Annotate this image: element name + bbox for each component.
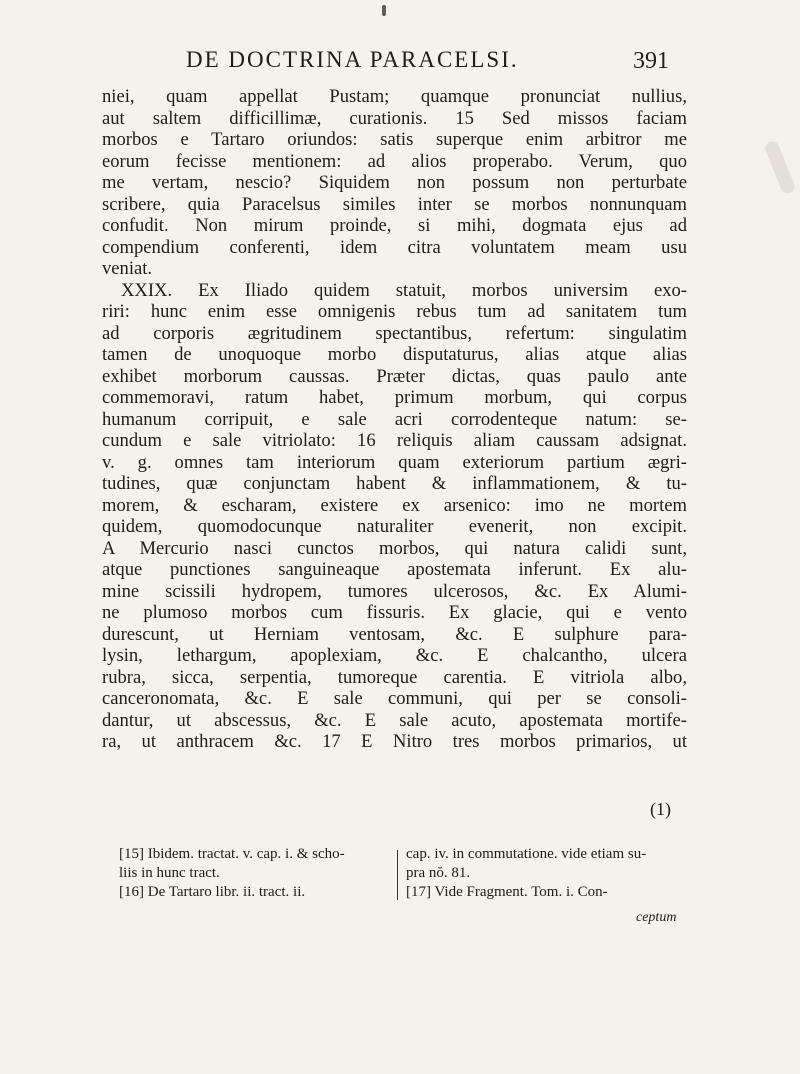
footnotes-left-column — [119, 845, 389, 902]
text-line: ra, ut anthracem &c. 17 E Nitro tres morbos primarios, ut — [102, 731, 687, 752]
text-line: lysin, lethargum, apoplexiam, &c. E chalcantho, ulcera — [102, 645, 687, 666]
footnote-line: cap. iv. in commutatione. vide etiam su- — [406, 846, 647, 862]
text-line: commemoravi, ratum habet, primum morbum, qui corpus — [102, 387, 687, 408]
text-line: morem, & escharam, existere ex arsenico: imo ne mortem — [102, 494, 687, 516]
text-line: ne plumoso morbos cum fissuris. Ex glacie, qui e vento — [102, 602, 687, 623]
text-line: dantur, ut abscessus, &c. E sale acuto, apostemata mortife- — [102, 709, 687, 731]
text-line: eorum fecisse mentionem: ad alios properabo. Verum, quo — [102, 150, 687, 172]
text-line: compendium conferenti, idem citra voluntatem meam usu — [102, 236, 687, 258]
section-start-line: XXIX. Ex Iliado quidem statuit, morbos universim exo- — [121, 279, 687, 301]
footnote-catchword: ceptum — [636, 910, 677, 925]
text-line: niei, quam appellat Pustam; quamque pronunciat nullius, — [102, 86, 687, 107]
text-line: aut saltem difficillimæ, curationis. 15 Sed missos faciam — [102, 107, 687, 129]
text-line: ad corporis ægritudinem spectantibus, refertum: singulatim — [102, 322, 687, 344]
text-line: A Mercurio nasci cunctos morbos, qui natura calidi sunt, — [102, 537, 687, 559]
text-line: exhibet morborum caussas. Præter dictas, quas paulo ante — [102, 365, 687, 387]
text-line: confudit. Non mirum proinde, si mihi, dogmata ejus ad — [102, 215, 687, 236]
paper-stain — [763, 139, 797, 195]
text-line: humanum corripuit, e sale acri corrodenteque natum: se- — [102, 408, 687, 430]
footnote-column-divider — [397, 850, 398, 900]
catchword: (1) — [650, 799, 671, 819]
text-line: rubra, sicca, serpentia, tumoreque carentia. E vitriola albo, — [102, 666, 687, 688]
text-line: atque punctiones sanguineaque apostemata inferunt. Ex alu- — [102, 559, 687, 580]
text-line: cundum e sale vitriolato: 16 reliquis aliam caussam adsignat. — [102, 430, 687, 451]
text-line: v. g. omnes tam interiorum quam exteriorum partium ægri- — [102, 451, 687, 473]
footnote-line: [15] Ibidem. tractat. v. cap. i. & scho- — [119, 846, 345, 862]
text-line: me vertam, nescio? Siquidem non possum non perturbate — [102, 172, 687, 193]
ink-speck — [382, 5, 386, 16]
footnote-line: liis in hunc tract. — [119, 865, 220, 881]
text-line: mine scissili hydropem, tumores ulcerosos, &c. Ex Alumi- — [102, 580, 687, 602]
footnote-line: pra nŏ. 81. — [406, 865, 471, 881]
running-head: DE DOCTRINA PARACELSI. — [186, 47, 519, 72]
main-text — [102, 86, 687, 753]
page-number: 391 — [633, 48, 669, 74]
text-line: veniat. — [102, 258, 153, 279]
text-line: durescunt, ut Herniam ventosam, &c. E sulphure para- — [102, 623, 687, 645]
footnote-line: [17] Vide Fragment. Tom. i. Con- — [406, 884, 608, 900]
footnote-line: [16] De Tartaro libr. ii. tract. ii. — [119, 884, 306, 900]
text-line: tudines, quæ conjunctam habent & inflammationem, & tu- — [102, 473, 687, 494]
text-line: tamen de unoquoque morbo disputaturus, alias atque alias — [102, 344, 687, 365]
text-line: canceronomata, &c. E sale communi, qui per se consoli- — [102, 688, 687, 709]
text-line: quidem, quomodocunque naturaliter evenerit, non excipit. — [102, 516, 687, 537]
text-line: riri: hunc enim esse omnigenis rebus tum ad sanitatem tum — [102, 301, 687, 322]
footnotes-right-column — [406, 845, 687, 902]
text-line: scribere, quia Paracelsus similes inter se morbos nonnunquam — [102, 193, 687, 215]
text-line: morbos e Tartaro oriundos: satis superque enim arbitror me — [102, 129, 687, 150]
